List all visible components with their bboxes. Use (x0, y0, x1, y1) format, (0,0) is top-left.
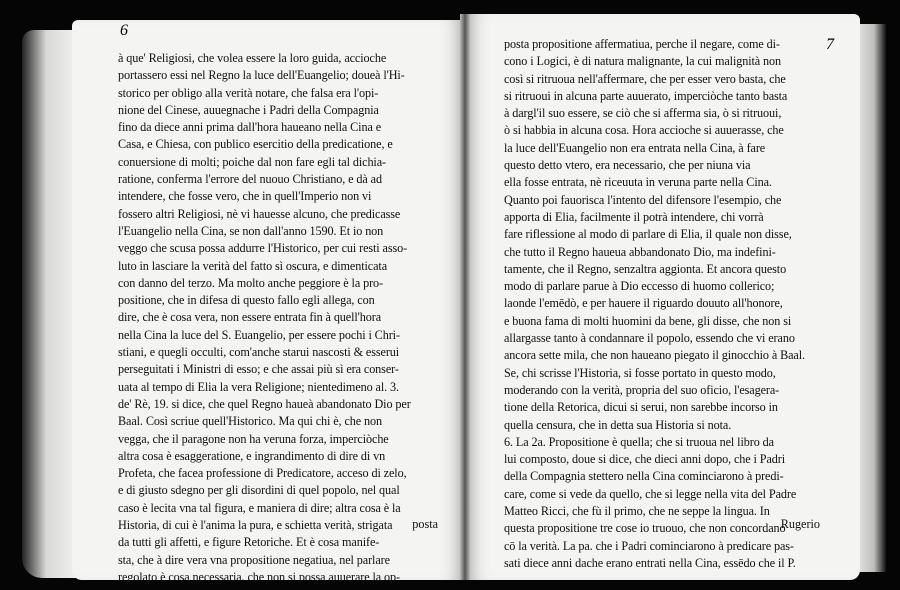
left-page-edges (22, 30, 76, 578)
text-line: uata al tempo di Elia la vera Religione; nientedimeno al. 3. (118, 379, 399, 394)
text-line: così si ritruoua nell'affermare, che per esser vero basta, che (504, 71, 786, 86)
text-line: Baal. Così scriue quell'Historico. Ma qui chi è, che non (118, 414, 382, 429)
text-line: posta propositione affermatiua, perche il negare, come di- (504, 37, 780, 51)
text-line: quella censura, che in detta sua Historia si nota. (504, 417, 732, 432)
text-line: la luce dell'Euangelio non era entrata nella Cina, à fare (504, 140, 766, 155)
text-line: Profeta, che facea professione di Predicatore, acceso di zelo, (118, 466, 407, 481)
right-page (466, 14, 860, 580)
text-line: lui composto, doue si dice, che dieci anni dopo, che i Padri (504, 452, 786, 467)
text-line: Matteo Ricci, che fù il primo, che ne seppe la lingua. In (504, 504, 770, 519)
text-line: moderando con la verità, propria del suo oficio, l'esagera- (504, 382, 780, 397)
text-line: che tutto il Regno haueua abbandonato Dio, ma indefini- (504, 244, 776, 259)
right-page-edges (856, 24, 886, 572)
text-line: ò si habbia in alcuna cosa. Hora accioche si auuerasse, che (504, 123, 784, 138)
right-catchword: Rugerio (780, 517, 820, 531)
text-line: e buona fama di molti huomini da bene, gli disse, che non si (504, 313, 792, 328)
text-line: nione del Cinese, auuegnache i Padri della Compagnia (118, 102, 379, 117)
book-gutter (460, 14, 470, 580)
text-line: nella Cina la luce del S. Euangelio, per essere pochi i Chri- (118, 327, 400, 342)
text-line: conuersione di molti; poiche dal non fare egli tal dichia- (118, 154, 386, 169)
text-line: questa propositione tre cose io truouo, che non concordano (504, 521, 786, 536)
text-line: l'Euangelio nella Cina, se non dall'anno 1590. Et io non (118, 223, 384, 238)
text-line: portassero essi nel Regno la luce dell'Euangelio; doueà l'Hi- (118, 68, 405, 83)
text-line: tamente, che il Regno, senzaltra aggionta. Et ancora questo (504, 261, 787, 276)
left-catchword: posta (412, 517, 438, 531)
text-line: Casa, e Chiesa, con publico esercitio della predicatione, e (118, 137, 393, 152)
text-line: de' Rè, 19. si dice, che quel Regno haueà abandonato Dio per (118, 396, 411, 411)
text-line: della Compagnia stettero nella Cina cominciarono à predi- (504, 469, 784, 484)
text-line: cō la verità. La pa. che i Padri cominciarono à predicare pas- (504, 538, 794, 553)
text-line: questo detto vtero, era necessario, che per niuna via (504, 158, 751, 173)
right-page-text (504, 36, 830, 572)
text-line: ella fosse entrata, nè riceuuta in veruna parte nella Cina. (504, 175, 772, 190)
text-line: veggo che scusa possa addurre l'Historico, per cui resti asso- (118, 241, 408, 256)
left-page-number: 6 (120, 22, 128, 39)
text-line: fossero altri Religiosi, nè vi hauesse alcuno, che predicasse (118, 206, 401, 221)
text-line: con danno del terzo. Ma molto anche peggiore è la pro- (118, 275, 383, 290)
text-line: positione, che in difesa di questo fallo egli allega, con (118, 293, 375, 308)
text-line: 6. La 2a. Propositione è quella; che si truoua nel libro da (504, 434, 774, 449)
text-line: vegga, che il paragone non ha veruna forza, imperciòche (118, 431, 389, 446)
text-line: cono i Logici, è di natura malignante, la cui malignità non (504, 54, 782, 69)
text-line: fare riflessione al modo di parlare di Elia, il quale non disse, (504, 227, 792, 242)
text-line: Historia, di cui è l'anima la pura, e schietta verità, strigata (118, 518, 393, 533)
text-line: fino da diece anni prima dall'hora haueano nella Cina e (118, 120, 382, 135)
text-line: apporta di Elia, facilmente il potrà intendere, chi vorrà (504, 209, 764, 224)
text-line: allargasse tanto à condannare il popolo, essendo che vi erano (504, 331, 795, 346)
left-page (72, 20, 464, 584)
text-line: perseguitati i Ministri di esso; e che assai più sì era conser- (118, 362, 399, 377)
text-line: dire, che è cosa vera, non essere entrata fin à quell'hora (118, 310, 382, 325)
text-line: regolato è cosa necessaria, che non si possa auuerare la op- (118, 569, 400, 584)
text-line: care, come si vede da quello, che si legge nella vita del Padre (504, 486, 797, 501)
text-line: si ritruoui in alcuna parte auuerato, imperciòche tanto basta (504, 88, 788, 103)
text-line: intendere, che fosse vero, che in quell'Imperio non vi (118, 189, 372, 204)
text-line: tione della Retorica, dicui si serui, non sarebbe incorso in (504, 400, 778, 415)
text-line: sati diece anni dache erano entrati nella Cina, essēdo che il P. (504, 555, 796, 570)
text-line: ancora sette mila, che non haueano piegato il ginocchio à Baal. (504, 348, 805, 363)
right-page-number: 7 (826, 36, 834, 53)
text-line: storico per obligo alla verità notare, che falsa era l'opi- (118, 85, 379, 100)
text-line: laonde l'emēdò, e per hauere il riguardo douuto all'honore, (504, 296, 783, 311)
text-line: à que' Religiosi, che volea essere la loro guida, accioche (118, 51, 387, 65)
text-line: stiani, e quegli occulti, com'anche starui nascosti & esserui (118, 345, 400, 360)
text-line: Se, chi scrisse l'Historia, si fosse portato in questo modo, (504, 365, 776, 380)
text-line: sta, che à dire vera vna propositione negatiua, nel parlare (118, 552, 390, 567)
text-line: à dargl'il suo essere, se ciò che si afferma sia, ò si ritruoui, (504, 106, 782, 121)
text-line: caso è lecita vna tal figura, e maniera di dire; altra cosa è la (118, 500, 401, 515)
text-line: ratione, conferma l'errore del nuouo Christiano, e dà ad (118, 172, 382, 187)
text-line: altra cosa è esaggeratione, e ingrandimento di dire di vn (118, 448, 386, 463)
text-line: Quanto poi fauorisca l'intento del difensore l'esempio, che (504, 192, 782, 207)
text-line: e di giusto sdegno per gli disordini di quel popolo, nel qual (118, 483, 400, 498)
text-line: modo di parlare parue à Dio eccesso di huomo collerico; (504, 279, 775, 294)
text-line: da tutti gli affetti, e figure Retoriche. Et è cosa manife- (118, 535, 380, 550)
left-page-text (118, 50, 430, 586)
text-line: luto in lasciare la verità del fatto sì oscura, e dimenticata (118, 258, 388, 273)
